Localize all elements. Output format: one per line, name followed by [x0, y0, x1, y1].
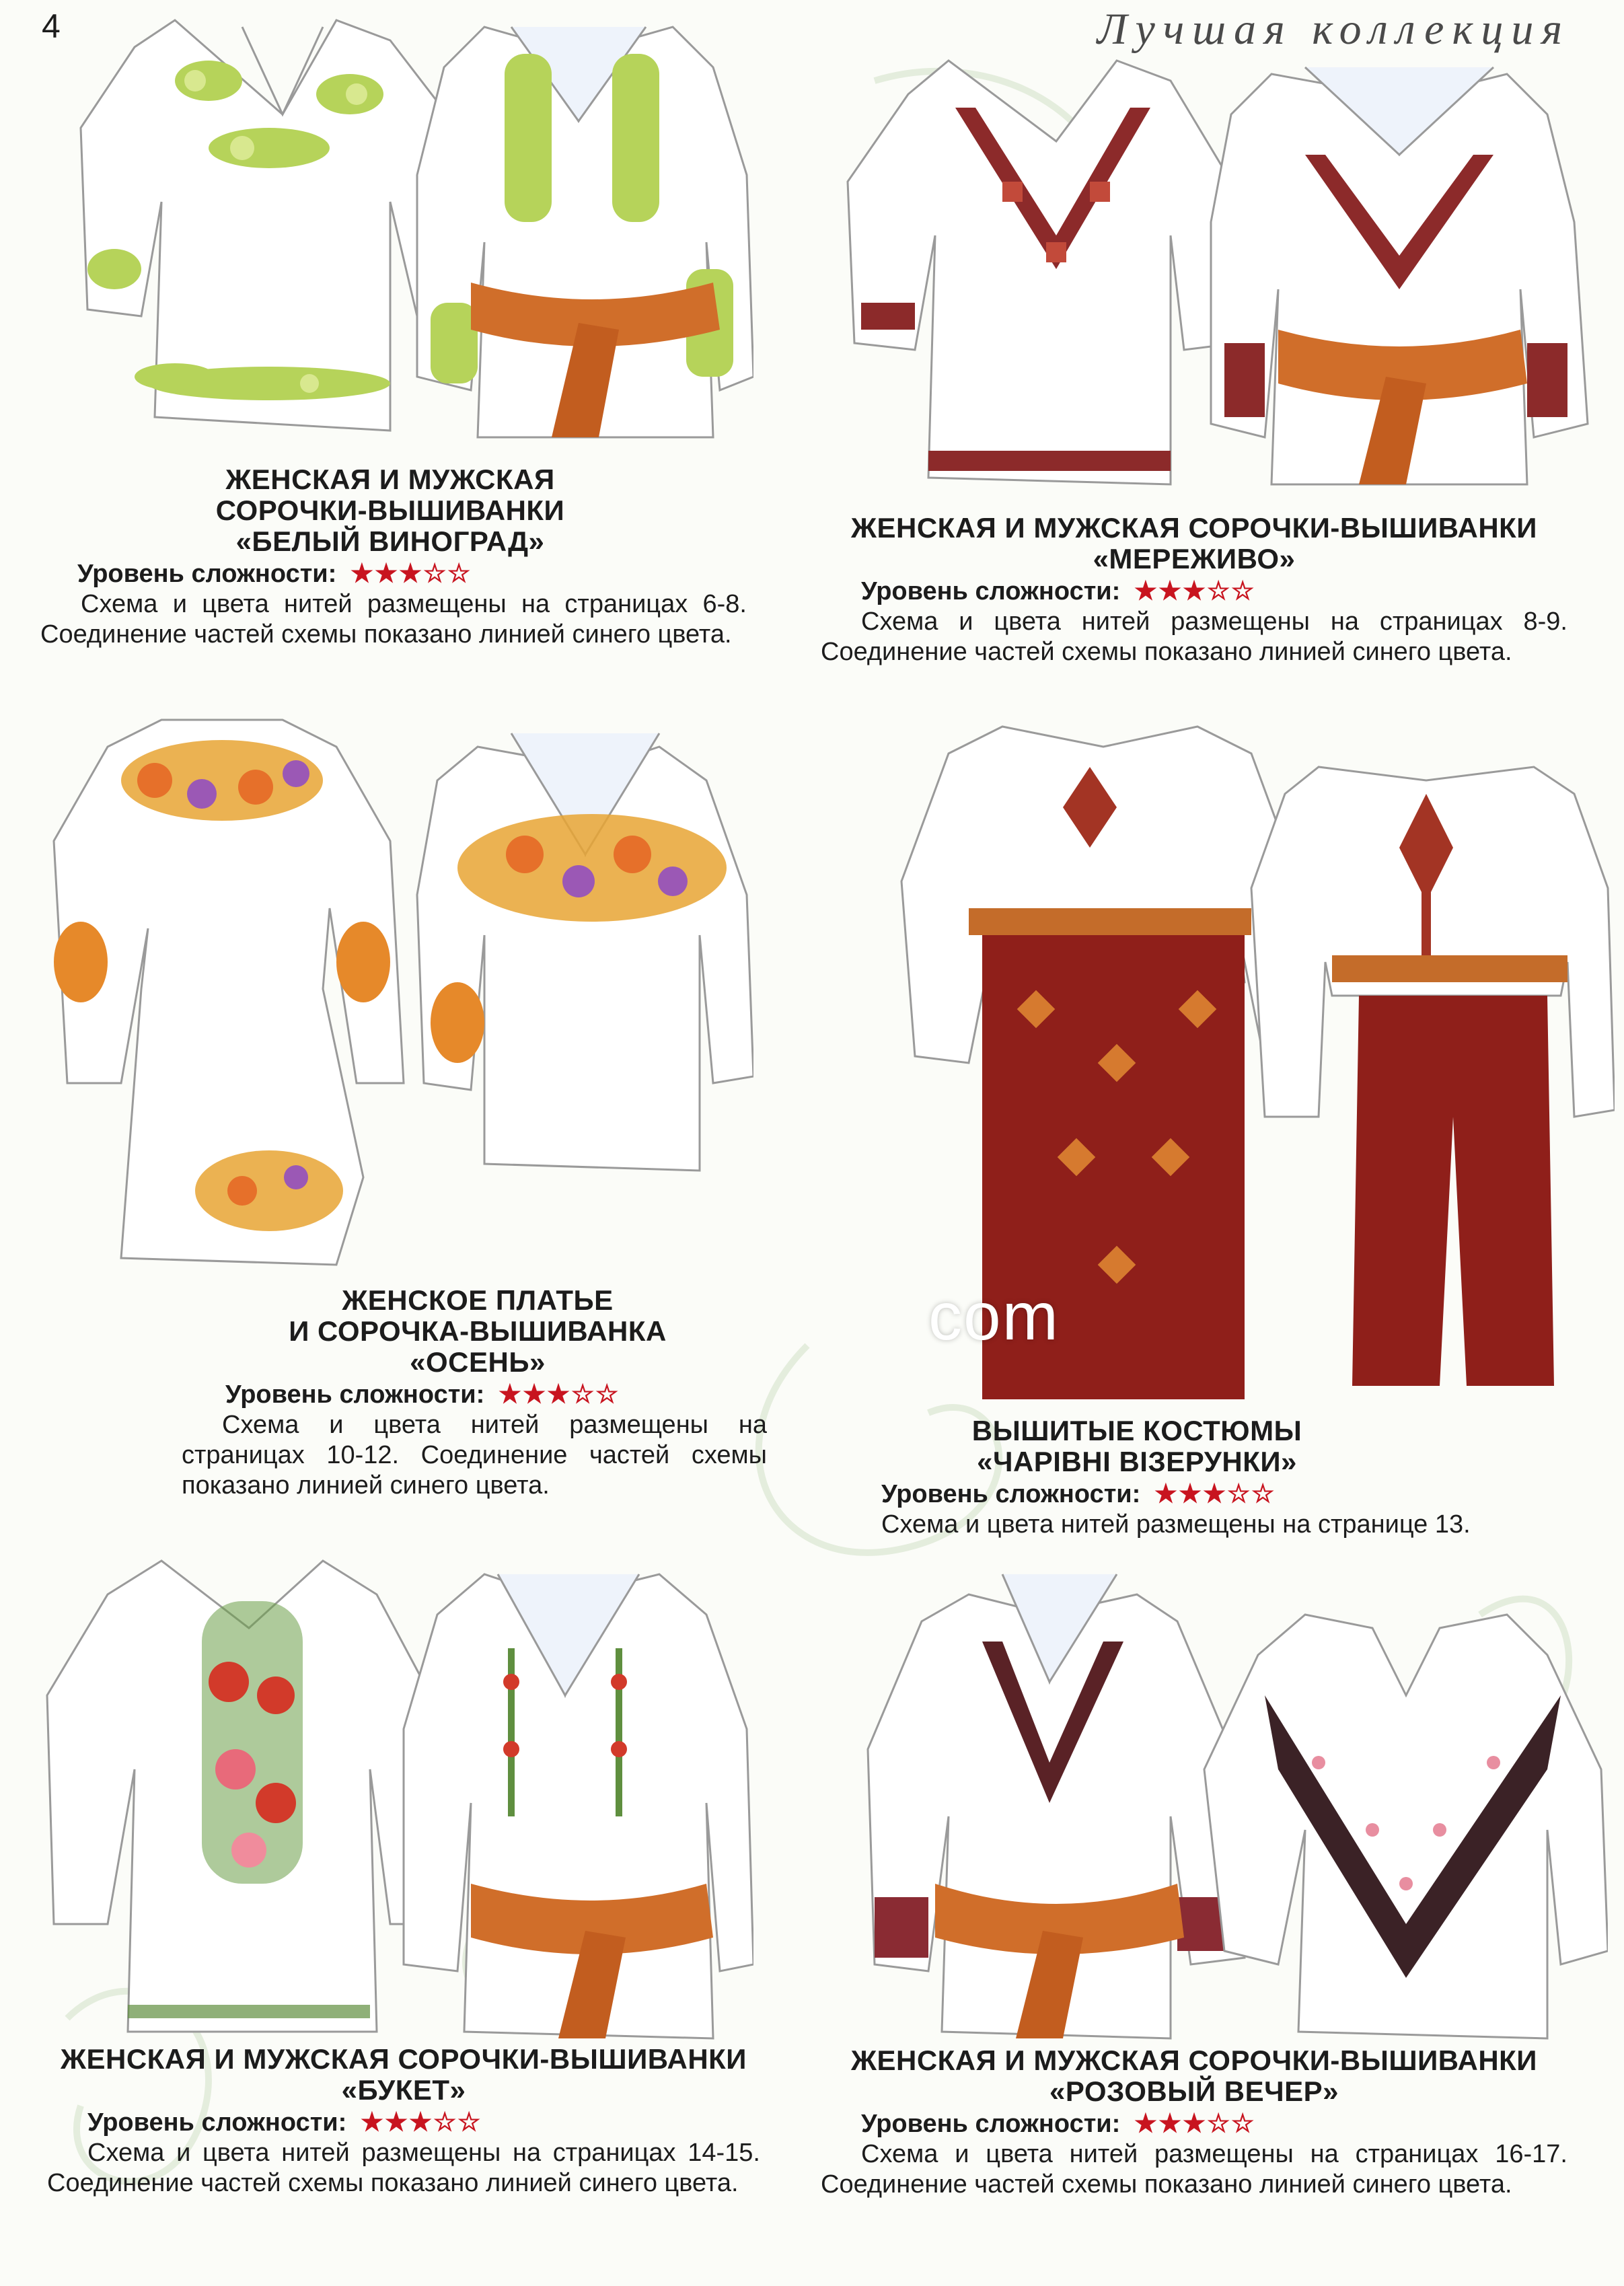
- item-description: [821, 2139, 1567, 2200]
- difficulty-row: [881, 1479, 1561, 1510]
- item-title: [47, 2044, 760, 2106]
- difficulty-label: Уровень сложности:: [87, 2108, 347, 2137]
- item-title: [881, 1415, 1393, 1477]
- item-title: [821, 513, 1567, 575]
- difficulty-row: [225, 1379, 774, 1410]
- title-line: ЖЕНСКАЯ И МУЖСКАЯ СОРОЧКИ-ВЫШИВАНКИ: [61, 2043, 747, 2075]
- item-osen: [182, 1285, 774, 1501]
- item-description: [47, 2138, 760, 2199]
- title-line: СОРОЧКИ-ВЫШИВАНКИ: [215, 494, 565, 526]
- illustration-white-grape-shirts: [40, 0, 753, 457]
- title-line: ВЫШИТЫЕ КОСТЮМЫ: [971, 1415, 1302, 1446]
- item-charivni-vizerunky: [881, 1415, 1561, 1540]
- item-white-grape: [40, 464, 753, 650]
- item-title: [821, 2045, 1567, 2107]
- item-merezhivo: [821, 513, 1567, 667]
- item-title: [182, 1285, 774, 1378]
- difficulty-row: [77, 558, 753, 589]
- illustration-merezhivo-shirts: [834, 47, 1601, 498]
- illustration-bouquet-shirts: [27, 1547, 753, 2059]
- title-line: «МЕРЕЖИВО»: [1093, 543, 1296, 575]
- item-buket: [47, 2044, 760, 2199]
- description-text: Схема и цвета нитей размещены на страницах 14-15. Соединение частей схемы показано линией синего цвета.: [47, 2139, 760, 2197]
- difficulty-row: [861, 576, 1567, 607]
- item-description: [40, 589, 747, 650]
- site-watermark: com: [928, 1279, 1060, 1354]
- difficulty-label: Уровень сложности:: [77, 560, 337, 588]
- difficulty-label: Уровень сложности:: [861, 577, 1121, 605]
- description-text: Схема и цвета нитей размещены на странице 13.: [881, 1510, 1471, 1539]
- title-line: «БЕЛЫЙ ВИНОГРАД»: [235, 525, 545, 557]
- difficulty-label: Уровень сложности:: [225, 1380, 485, 1409]
- difficulty-stars-icon: ★★★☆☆: [1134, 2110, 1256, 2138]
- difficulty-row: [87, 2107, 760, 2138]
- item-description: [881, 1510, 1561, 1540]
- difficulty-stars-icon: ★★★☆☆: [1134, 577, 1256, 605]
- item-rozovy-vecher: [821, 2045, 1567, 2200]
- title-line: «БУКЕТ»: [341, 2074, 466, 2106]
- page-number: 4: [42, 7, 61, 45]
- title-line: ЖЕНСКАЯ И МУЖСКАЯ СОРОЧКИ-ВЫШИВАНКИ: [851, 2044, 1537, 2076]
- difficulty-stars-icon: ★★★☆☆: [350, 560, 472, 588]
- title-line: ЖЕНСКАЯ И МУЖСКАЯ: [225, 464, 555, 495]
- difficulty-stars-icon: ★★★☆☆: [1154, 1480, 1276, 1508]
- difficulty-row: [861, 2108, 1567, 2139]
- title-line: И СОРОЧКА-ВЫШИВАНКА: [289, 1315, 667, 1347]
- title-line: «ОСЕНЬ»: [410, 1346, 546, 1378]
- description-text: Схема и цвета нитей размещены на страницах 6-8. Соединение частей схемы показано линией синего цвета.: [40, 590, 747, 649]
- item-description: [182, 1410, 767, 1501]
- difficulty-label: Уровень сложности:: [861, 2110, 1121, 2138]
- description-text: Схема и цвета нитей размещены на страницах 8-9. Соединение частей схемы показано линией синего цвета.: [821, 607, 1567, 666]
- description-text: Схема и цвета нитей размещены на страницах 10-12. Соединение частей схемы показано линией синего цвета.: [182, 1411, 767, 1500]
- difficulty-stars-icon: ★★★☆☆: [498, 1380, 620, 1409]
- item-description: [821, 607, 1567, 667]
- title-line: «ЧАРІВНІ ВІЗЕРУНКИ»: [977, 1446, 1297, 1477]
- difficulty-label: Уровень сложности:: [881, 1480, 1141, 1508]
- running-head: Лучшая коллекция: [1097, 5, 1570, 54]
- illustration-pink-evening-shirts: [848, 1547, 1608, 2059]
- illustration-autumn-dress-and-blouse: [40, 706, 753, 1278]
- title-line: «РОЗОВЫЙ ВЕЧЕР»: [1049, 2075, 1339, 2107]
- description-text: Схема и цвета нитей размещены на страницах 16-17. Соединение частей схемы показано линией синего цвета.: [821, 2140, 1567, 2199]
- title-line: ЖЕНСКОЕ ПЛАТЬЕ: [342, 1284, 614, 1316]
- item-title: [40, 464, 740, 557]
- difficulty-stars-icon: ★★★☆☆: [360, 2108, 482, 2137]
- title-line: ЖЕНСКАЯ И МУЖСКАЯ СОРОЧКИ-ВЫШИВАНКИ: [851, 512, 1537, 544]
